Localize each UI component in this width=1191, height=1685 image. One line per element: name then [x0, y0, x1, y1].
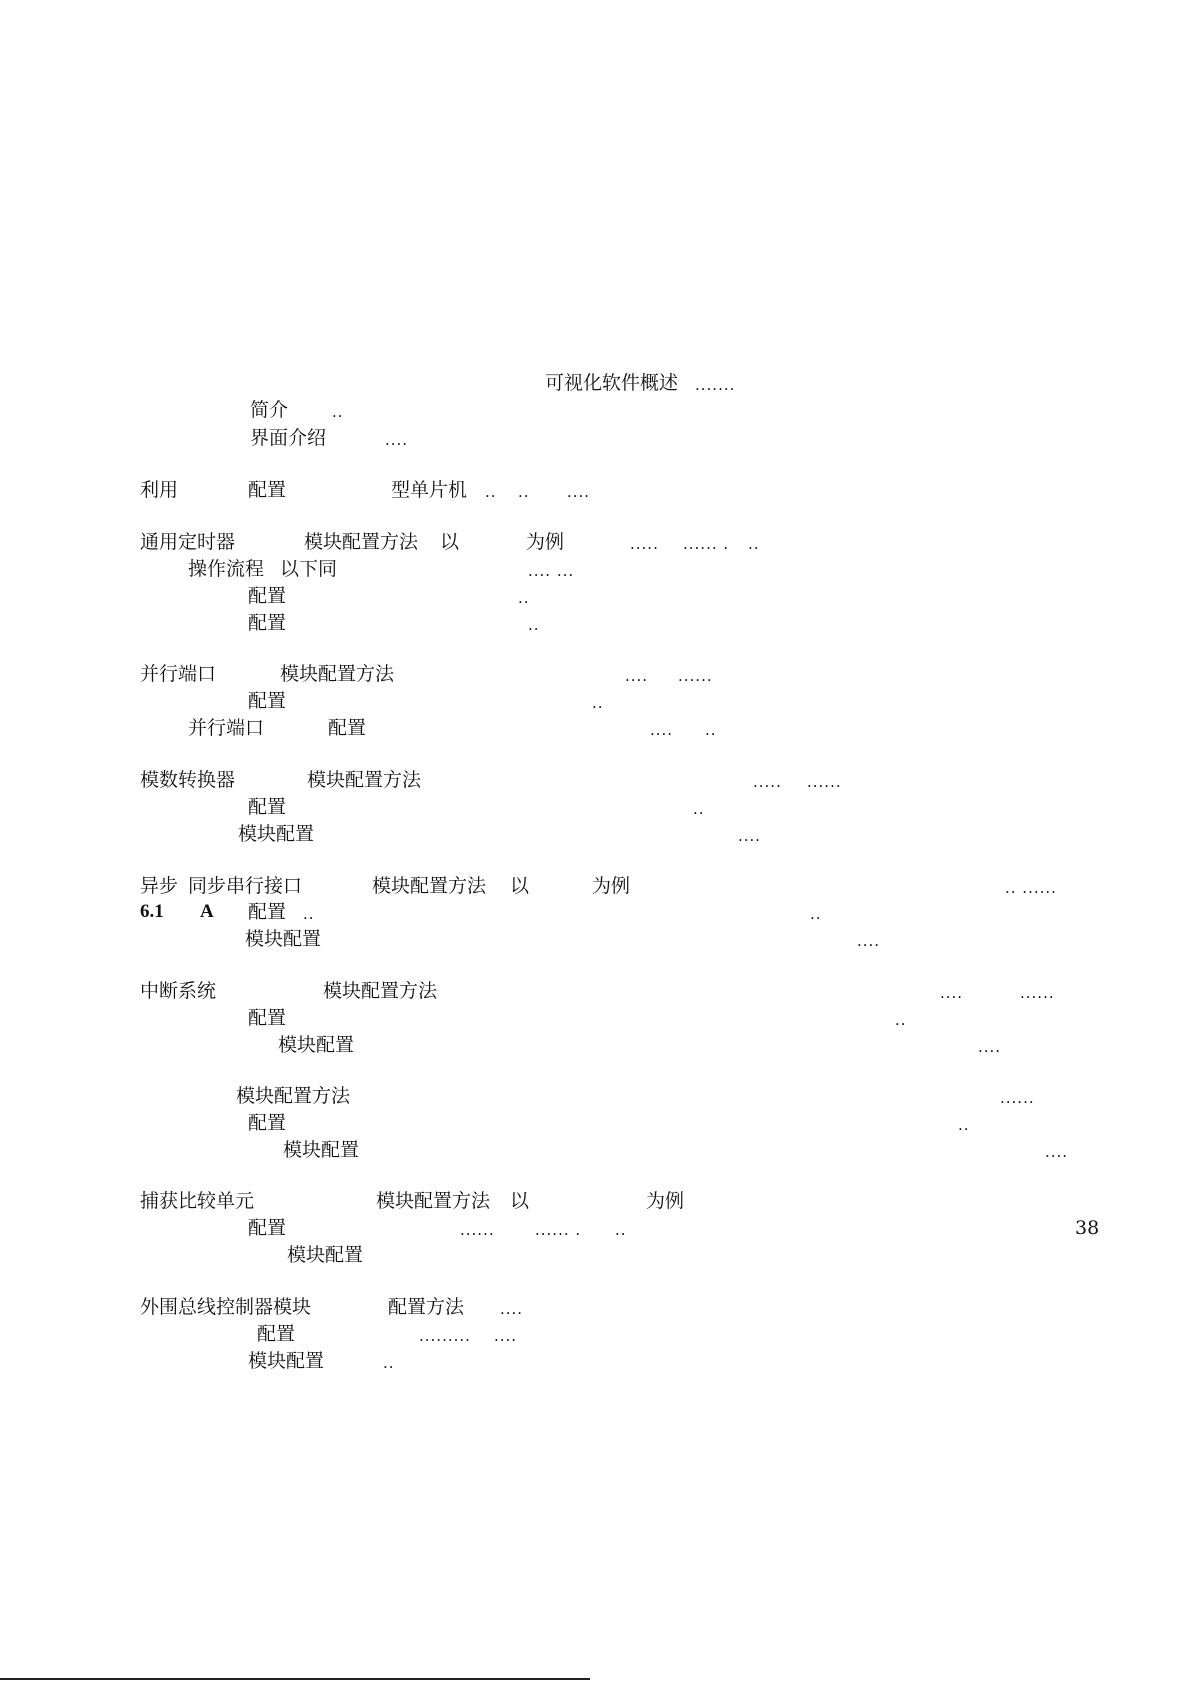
toc-entry-label: 以	[510, 875, 530, 897]
toc-entry-label: 配置	[248, 796, 287, 818]
toc-entry-label: 以	[510, 1190, 530, 1212]
toc-leader-dots: ....	[385, 431, 409, 449]
toc-entry-label: 模块配置方法	[323, 980, 438, 1002]
toc-entry-label: 以下同	[280, 558, 338, 580]
toc-entry-label: 配置	[248, 479, 287, 501]
toc-entry-label: 配置	[248, 1217, 287, 1239]
toc-page-number: 38	[1075, 1217, 1100, 1239]
toc-section-letter: A	[200, 901, 214, 922]
toc-entry-label: 模块配置方法	[304, 531, 419, 553]
toc-entry-label: 模块配置方法	[372, 875, 487, 897]
toc-entry-label: 配置	[248, 585, 287, 607]
toc-entry-label: 配置	[248, 1112, 287, 1134]
toc-leader-dots: ......	[678, 667, 713, 685]
toc-entry-label: 简介	[250, 399, 289, 421]
toc-leader-dots: ..	[383, 1354, 395, 1372]
toc-leader-dots: ......	[1020, 984, 1055, 1002]
toc-leader-dots: .. ......	[1005, 879, 1057, 897]
toc-leader-dots: ...... .	[535, 1221, 582, 1239]
toc-entry-label: 模数转换器	[140, 769, 236, 791]
toc-leader-dots: .........	[419, 1327, 471, 1345]
toc-leader-dots: ....	[940, 984, 964, 1002]
toc-entry-label: 模块配置方法	[280, 663, 395, 685]
toc-leader-dots: ..	[518, 589, 530, 607]
toc-leader-dots: ..	[485, 483, 497, 501]
toc-entry-label: 模块配置	[248, 1350, 325, 1372]
toc-entry-label: 配置	[248, 1007, 287, 1029]
toc-leader-dots: ....	[1045, 1143, 1069, 1161]
toc-entry-label: 型单片机	[391, 479, 468, 501]
toc-leader-dots: ..	[748, 535, 760, 553]
toc-heading: 可视化软件概述	[545, 372, 679, 394]
toc-entry-label: 以	[440, 531, 460, 553]
toc-leader-dots: ..	[528, 616, 540, 634]
toc-leader-dots: ..	[693, 800, 705, 818]
toc-leader-dots: ....	[978, 1038, 1002, 1056]
toc-entry-label: 界面介绍	[250, 427, 327, 449]
toc-leader-dots: .....	[630, 535, 659, 553]
toc-leader-dots: ....	[738, 827, 762, 845]
toc-entry-label: 捕获比较单元	[140, 1190, 255, 1212]
footer-rule	[0, 1678, 590, 1680]
toc-leader-dots: ..	[592, 694, 604, 712]
toc-leader-dots: ...... .	[683, 535, 730, 553]
toc-leader-dots: ..	[518, 483, 530, 501]
toc-leader-dots: ....	[650, 721, 674, 739]
toc-entry-label: 并行端口	[188, 717, 265, 739]
toc-leader-dots: ..	[332, 403, 344, 421]
toc-entry-label: 配置	[248, 901, 287, 923]
toc-section-number: 6.1	[140, 901, 164, 922]
toc-entry-label: 模块配置	[278, 1034, 355, 1056]
toc-leader-dots: .... ...	[528, 562, 575, 580]
toc-entry-label: 通用定时器	[140, 531, 236, 553]
toc-leader-dots: .....	[753, 773, 782, 791]
toc-leader-dots: ....	[567, 483, 591, 501]
toc-entry-label: 异步	[140, 875, 179, 897]
toc-entry-label: 操作流程	[188, 558, 265, 580]
toc-entry-label: 外围总线控制器模块	[140, 1296, 312, 1318]
toc-leader-dots: ......	[1000, 1089, 1035, 1107]
toc-leader-dots: ..	[615, 1221, 627, 1239]
toc-entry-label: 配置	[328, 717, 367, 739]
toc-entry-label: 配置	[257, 1323, 296, 1345]
toc-entry-label: 为例	[526, 531, 565, 553]
toc-leader-dots: ..	[895, 1011, 907, 1029]
toc-entry-label: 模块配置方法	[376, 1190, 491, 1212]
toc-entry-label: 模块配置方法	[236, 1085, 351, 1107]
toc-leader-dots: ..	[810, 905, 822, 923]
toc-entry-label: 模块配置	[245, 928, 322, 950]
toc-leader-dots: ....	[625, 667, 649, 685]
toc-leader-dots: ......	[807, 773, 842, 791]
toc-entry-label: 利用	[140, 479, 179, 501]
toc-entry-label: 为例	[592, 875, 631, 897]
toc-entry-label: 配置	[248, 612, 287, 634]
toc-leader-dots: ....	[500, 1300, 524, 1318]
toc-entry-label: 配置	[248, 690, 287, 712]
toc-entry-label: 为例	[646, 1190, 685, 1212]
toc-entry-label: 同步串行接口	[188, 875, 303, 897]
toc-leader-dots: ......	[460, 1221, 495, 1239]
toc-entry-label: 模块配置方法	[307, 769, 422, 791]
toc-leader-dots: ..	[705, 721, 717, 739]
toc-entry-label: 中断系统	[140, 980, 217, 1002]
toc-leader-dots: ..	[958, 1116, 970, 1134]
toc-entry-label: 模块配置	[283, 1139, 360, 1161]
toc-leader-dots: ....	[857, 932, 881, 950]
toc-leader-dots: ....	[494, 1327, 518, 1345]
toc-heading-dots: .......	[695, 376, 736, 394]
toc-entry-label: 并行端口	[140, 663, 217, 685]
toc-entry-label: 模块配置	[238, 823, 315, 845]
toc-entry-label: 模块配置	[287, 1244, 364, 1266]
toc-entry-label: 配置方法	[388, 1296, 465, 1318]
toc-leader-dots: ..	[303, 905, 315, 923]
